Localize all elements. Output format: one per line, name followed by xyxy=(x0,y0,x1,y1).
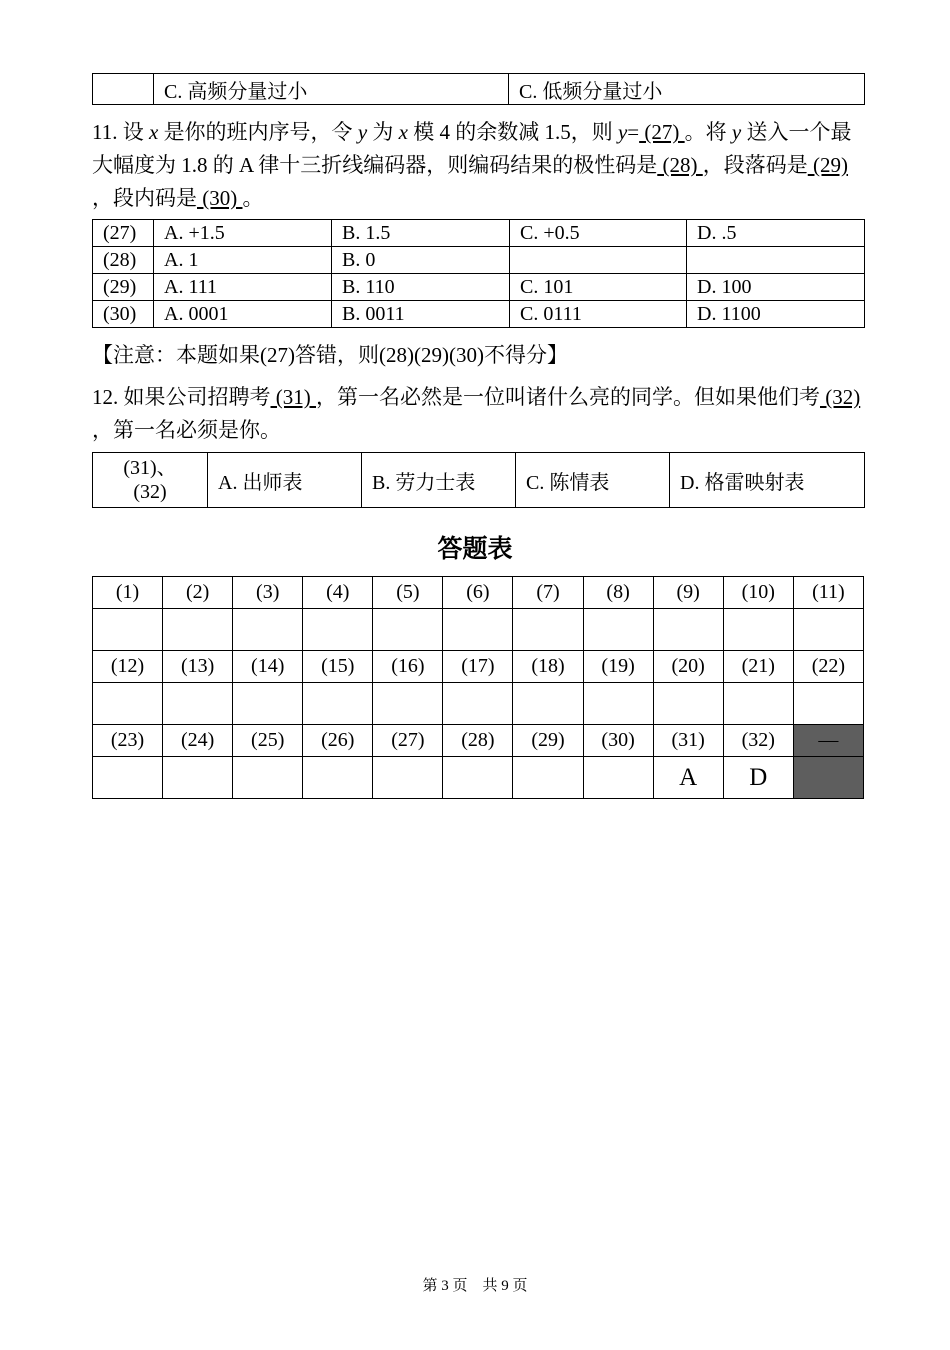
option-cell: B. 0 xyxy=(332,247,510,274)
text-segment: 模 4 的余数减 1.5，则 xyxy=(407,120,618,144)
answer-cell[interactable] xyxy=(583,609,653,651)
option-cell xyxy=(510,247,687,274)
answer-number-cell: (7) xyxy=(513,577,583,609)
answer-header-row xyxy=(93,577,864,609)
answer-row xyxy=(93,683,864,725)
answer-number-cell: (11) xyxy=(793,577,863,609)
option-cell: A. +1.5 xyxy=(154,220,332,247)
answer-number-cell: (28) xyxy=(443,725,513,757)
answer-cell[interactable] xyxy=(373,757,443,799)
question-number-cell: (30) xyxy=(93,301,154,328)
text-segment: 为 xyxy=(367,120,399,144)
text-segment: 。将 xyxy=(684,120,732,144)
answer-number-cell: (26) xyxy=(303,725,373,757)
answer-number-cell: (24) xyxy=(163,725,233,757)
answer-cell[interactable] xyxy=(653,683,723,725)
option-cell: A. 111 xyxy=(154,274,332,301)
text-segment: ，第一名必然是一位叫诸什么亮的同学。但如果他们考 xyxy=(316,385,820,409)
option-cell: D. 100 xyxy=(687,274,865,301)
option-cell: C. 低频分量过小 xyxy=(509,74,865,105)
text-segment: ，第一名必须是你。 xyxy=(92,418,281,442)
answer-cell[interactable] xyxy=(723,683,793,725)
option-label-cell xyxy=(93,74,154,105)
option-cell: C. 高频分量过小 xyxy=(154,74,509,105)
table-row xyxy=(93,301,865,328)
blank-29: (29) xyxy=(807,153,849,177)
answer-cell[interactable] xyxy=(513,609,583,651)
answer-cell[interactable] xyxy=(513,757,583,799)
answer-number-cell: (27) xyxy=(373,725,443,757)
answer-number-cell: (17) xyxy=(443,651,513,683)
blank-32: (32) xyxy=(820,385,861,409)
answer-cell[interactable] xyxy=(513,683,583,725)
answer-number-cell: (30) xyxy=(583,725,653,757)
option-cell: B. 1.5 xyxy=(332,220,510,247)
page-footer: 第 3 页 共 9 页 xyxy=(422,1278,528,1294)
option-cell: A. 1 xyxy=(154,247,332,274)
answer-number-cell: (29) xyxy=(513,725,583,757)
answer-cell[interactable] xyxy=(793,609,863,651)
answer-cell[interactable] xyxy=(93,757,163,799)
option-cell: B. 劳力士表 xyxy=(362,453,516,508)
option-cell: A. 0001 xyxy=(154,301,332,328)
question-number-cell xyxy=(93,453,208,508)
answer-number-cell: (16) xyxy=(373,651,443,683)
answer-number-cell: (1) xyxy=(93,577,163,609)
question-11-options-table xyxy=(92,219,865,328)
answer-number-cell: (19) xyxy=(583,651,653,683)
answer-number-cell: (22) xyxy=(793,651,863,683)
option-cell: C. +0.5 xyxy=(510,220,687,247)
answer-sheet-title: 答题表 xyxy=(437,534,513,563)
question-number-32: (32) xyxy=(133,481,167,503)
option-cell: D. .5 xyxy=(687,220,865,247)
answer-number-cell: (25) xyxy=(233,725,303,757)
text-segment: = xyxy=(627,120,640,144)
question-number-31: (31)、 xyxy=(123,457,177,479)
blank-27: (27) xyxy=(639,120,685,144)
table-row xyxy=(93,247,865,274)
answer-cell[interactable] xyxy=(373,683,443,725)
answer-row xyxy=(93,757,864,799)
variable-x: x xyxy=(398,120,408,144)
answer-cell[interactable] xyxy=(443,757,513,799)
variable-y: y xyxy=(357,120,368,144)
answer-cell[interactable] xyxy=(793,683,863,725)
option-cell: C. 101 xyxy=(510,274,687,301)
table-row xyxy=(93,74,865,105)
text-segment: 11. 设 xyxy=(92,120,149,144)
text-segment: 。 xyxy=(242,186,264,210)
option-cell: C. 0111 xyxy=(510,301,687,328)
answer-cell[interactable] xyxy=(443,609,513,651)
option-cell: D. 1100 xyxy=(687,301,865,328)
answer-number-cell: (9) xyxy=(653,577,723,609)
text-segment: 是你的班内序号，令 xyxy=(158,120,358,144)
option-cell: A. 出师表 xyxy=(208,453,362,508)
answer-cell[interactable] xyxy=(93,609,163,651)
answer-number-cell: (3) xyxy=(233,577,303,609)
answer-number-cell: (21) xyxy=(723,651,793,683)
answer-number-cell: (5) xyxy=(373,577,443,609)
answer-cell[interactable] xyxy=(723,609,793,651)
option-cell: B. 110 xyxy=(332,274,510,301)
answer-number-cell: (13) xyxy=(163,651,233,683)
question-number-cell: (28) xyxy=(93,247,154,274)
answer-cell[interactable] xyxy=(163,683,233,725)
variable-x: x xyxy=(148,120,159,144)
answer-cell[interactable] xyxy=(233,683,303,725)
answer-cell[interactable] xyxy=(583,683,653,725)
answer-cell[interactable] xyxy=(93,683,163,725)
answer-number-cell: (12) xyxy=(93,651,163,683)
blank-28: (28) xyxy=(657,153,703,177)
answer-number-cell: (14) xyxy=(233,651,303,683)
text-segment: ，段内码是 xyxy=(92,186,197,210)
answer-cell[interactable] xyxy=(373,609,443,651)
blank-31: (31) xyxy=(270,385,316,409)
answer-header-row xyxy=(93,651,864,683)
question-12-text xyxy=(92,381,867,447)
question-number-cell: (27) xyxy=(93,220,154,247)
text-segment: 送入一个最大幅度为 1.8 的 A 律十三折线编码器，则编码结果的极性码是 xyxy=(92,120,852,177)
answer-number-cell: (2) xyxy=(163,577,233,609)
scoring-note: 【注意：本题如果(27)答错，则(28)(29)(30)不得分】 xyxy=(92,343,568,367)
option-cell xyxy=(687,247,865,274)
option-cell: C. 陈情表 xyxy=(516,453,670,508)
answer-cell[interactable] xyxy=(303,757,373,799)
answer-cell[interactable] xyxy=(303,609,373,651)
answer-number-cell: (15) xyxy=(303,651,373,683)
answer-sheet-table xyxy=(92,576,864,799)
answer-number-cell: (20) xyxy=(653,651,723,683)
blank-30: (30) xyxy=(197,186,243,210)
variable-y: y xyxy=(731,120,742,144)
question-11-text xyxy=(92,116,867,215)
answer-number-cell: (23) xyxy=(93,725,163,757)
table-row xyxy=(93,220,865,247)
question-number-cell: (29) xyxy=(93,274,154,301)
answer-cell[interactable]: A xyxy=(653,757,723,799)
table-row xyxy=(93,274,865,301)
answer-cell[interactable] xyxy=(163,757,233,799)
answer-cell[interactable] xyxy=(233,757,303,799)
text-segment: 12. 如果公司招聘考 xyxy=(92,385,271,409)
option-cell: B. 0011 xyxy=(332,301,510,328)
answer-number-cell: (6) xyxy=(443,577,513,609)
answer-number-cell: (8) xyxy=(583,577,653,609)
answer-cell xyxy=(793,757,863,799)
answer-cell[interactable] xyxy=(233,609,303,651)
answer-header-row xyxy=(93,725,864,757)
answer-cell[interactable] xyxy=(163,609,233,651)
option-cell: D. 格雷映射表 xyxy=(670,453,865,508)
answer-row xyxy=(93,609,864,651)
answer-number-cell: (32) xyxy=(723,725,793,757)
table-row xyxy=(93,453,865,508)
answer-number-cell: (10) xyxy=(723,577,793,609)
answer-number-cell: (31) xyxy=(653,725,723,757)
variable-y: y xyxy=(617,120,628,144)
question-12-options-table xyxy=(92,452,865,508)
answer-number-cell: (4) xyxy=(303,577,373,609)
answer-cell[interactable] xyxy=(443,683,513,725)
answer-cell[interactable]: D xyxy=(723,757,793,799)
answer-cell[interactable] xyxy=(303,683,373,725)
answer-number-cell: — xyxy=(793,725,863,757)
text-segment: ，段落码是 xyxy=(702,153,808,177)
answer-cell[interactable] xyxy=(653,609,723,651)
previous-question-options-table xyxy=(92,73,865,105)
answer-cell[interactable] xyxy=(583,757,653,799)
answer-number-cell: (18) xyxy=(513,651,583,683)
